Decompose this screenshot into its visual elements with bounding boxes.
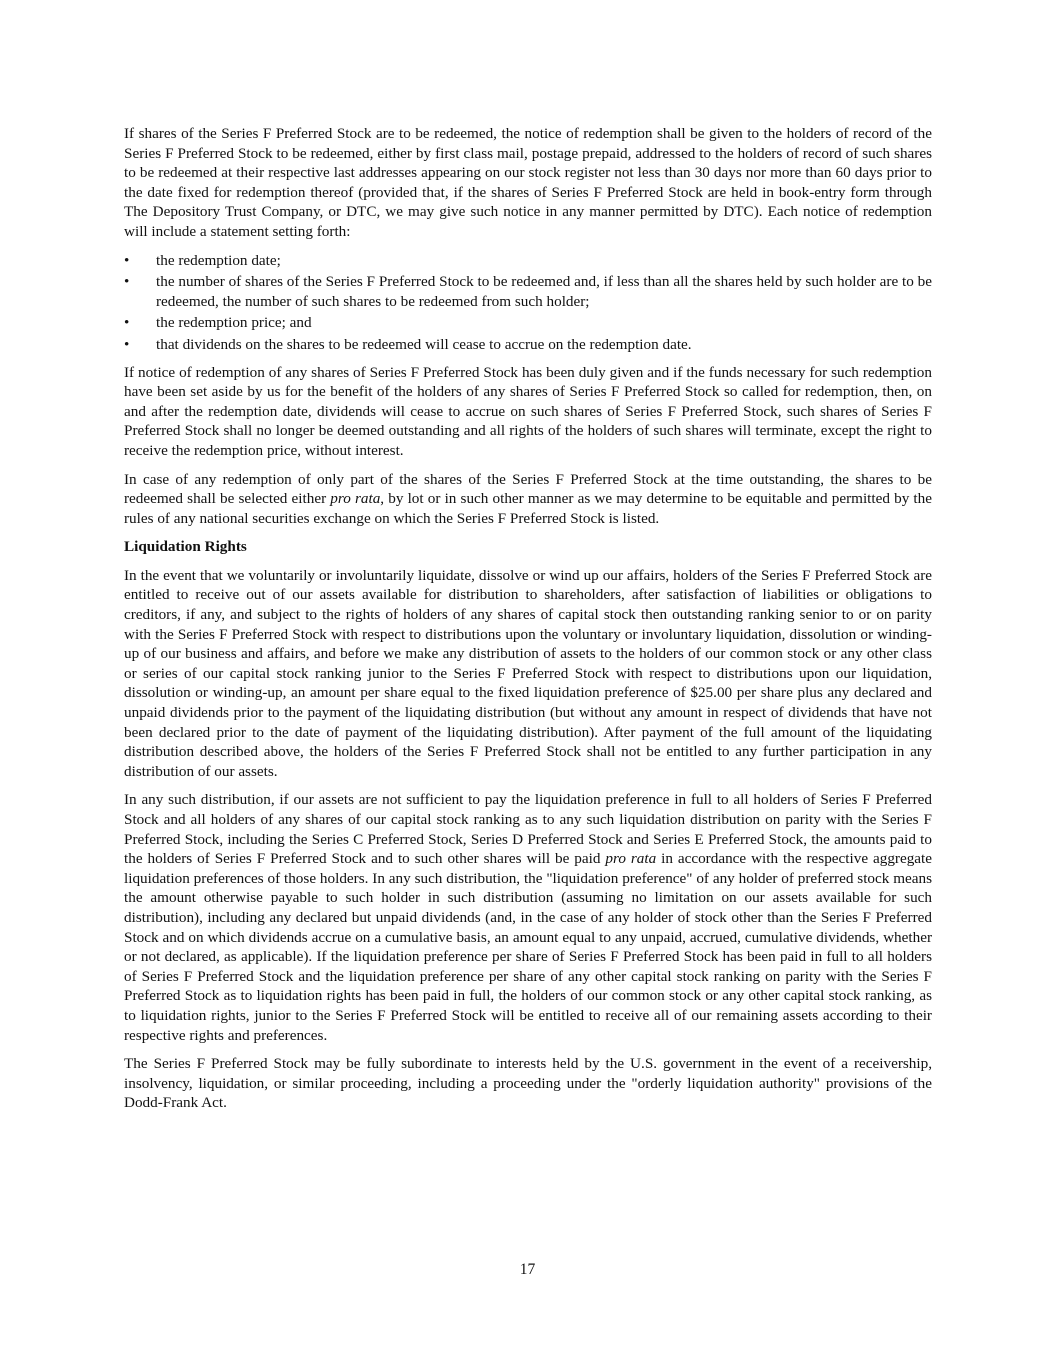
partial-redemption-paragraph: In case of any redemption of only part of the shares of the Series F Preferred Stock at the time outstanding, the shares to be redeemed shall be selected either pro rata, by lot or in such other manner as we may determine to be equitable and permitted by the rules of any national securities exchange on which the Series F Preferred Stock is listed. — [124, 470, 932, 527]
subordination-paragraph: The Series F Preferred Stock may be fully subordinate to interests held by the U.S. government in the event of a receivership, insolvency, liquidation, or similar proceeding, including a proceeding under the "orderly liquidation authority" provisions of the Dodd-Frank Act. — [124, 1055, 932, 1112]
redemption-effect-paragraph: If notice of redemption of any shares of Series F Preferred Stock has been duly given and if the funds necessary for such redemption have been set aside by us for the benefit of the holders of any shares of Series F Preferred Stock so called for redemption, then, on and after the redemption date, dividends will cease to accrue on such shares of Series F Preferred Stock, such shares of Series F Preferred Stock shall no longer be deemed outstanding and all rights of the holders of such shares will terminate, except the right to receive the redemption price, without interest. — [124, 363, 932, 459]
list-item-text: that dividends on the shares to be redeemed will cease to accrue on the redemption date. — [156, 335, 692, 353]
insufficient-assets-paragraph: In any such distribution, if our assets are not sufficient to pay the liquidation preference in full to all holders of Series F Preferred Stock and all holders of any shares of our capital stock ranking as to any such liquidation distribution on parity with the Series F Preferred Stock, including the Series C Preferred Stock, Series D Preferred Stock and Series E Preferred Stock, the amounts paid to the holders of Series F Preferred Stock and to such other shares will be paid pro rata in accordance with the respective aggregate liquidation preferences of those holders. In any such distribution, the "liquidation preference" of any holder of preferred stock means the amount otherwise payable to such holder in such distribution (assuming no limitation on our assets available for such distribution), including any declared but unpaid dividends (and, in the case of any holder of stock other than the Series F Preferred Stock and on which dividends accrue on a cumulative basis, an amount equal to any unpaid, accrued, cumulative dividends, whether or not declared, as applicable). If the liquidation preference per share of Series F Preferred Stock has been paid in full to all holders of Series F Preferred Stock and the liquidation preference per share of any other capital stock ranking on parity with the Series F Preferred Stock as to liquidation rights has been paid in full, the holders of our common stock or any other capital stock ranking, as to liquidation rights, junior to the Series F Preferred Stock will be entitled to receive all of our remaining assets according to their respective rights and preferences. — [124, 791, 933, 1044]
page-number: 17 — [519, 1261, 536, 1278]
redemption-notice-paragraph: If shares of the Series F Preferred Stock are to be redeemed, the notice of redemption shall be given to the holders of record of the Series F Preferred Stock to be redeemed, either by first class mail, postage prepaid, addressed to the holders of record of such shares to be redeemed at their respective last addresses appearing on our stock register not less than 30 days nor more than 60 days prior to the date fixed for redemption thereof (provided that, if the shares of Series F Preferred Stock are held in book-entry form through The Depository Trust Company, or DTC, we may give such notice in any manner permitted by DTC). Each notice of redemption will include a statement setting forth: — [124, 125, 932, 240]
bullet-icon: • — [124, 314, 130, 332]
list-item — [124, 335, 932, 355]
pro-rata-term: pro rata — [605, 850, 657, 868]
list-item — [124, 251, 932, 271]
redemption-notice-list — [124, 251, 932, 355]
section-heading-liquidation-rights: Liquidation Rights — [124, 538, 247, 556]
list-item — [124, 272, 932, 311]
pro-rata-term: pro rata — [330, 490, 381, 508]
liquidation-entitlement-paragraph: In the event that we voluntarily or involuntarily liquidate, dissolve or wind up our affairs, holders of the Series F Preferred Stock are entitled to receive out of our assets available for distribution to shareholders, after satisfaction of liabilities or obligations to creditors, if any, and subject to the rights of holders of any shares of capital stock then outstanding ranking senior to or on parity with the Series F Preferred Stock with respect to distributions upon the voluntary or involuntary liquidation, dissolution or winding-up of our business and affairs, and before we make any distribution of assets to the holders of our common stock or any other class or series of our capital stock ranking junior to the Series F Preferred Stock with respect to distributions upon our liquidation, dissolution or winding-up, an amount per share equal to the fixed liquidation preference of $25.00 per share plus any declared and unpaid dividends prior to the payment of the liquidating distribution (but without any amount in respect of dividends that have not been declared prior to the date of payment of the liquidating distribution). After payment of the full amount of the liquidating distribution described above, the holders of the Series F Preferred Stock shall not be entitled to any further participation in any distribution of our assets. — [124, 566, 932, 780]
list-item — [124, 313, 932, 333]
bullet-icon: • — [124, 273, 130, 291]
bullet-icon: • — [124, 335, 130, 353]
document-body — [124, 124, 932, 1122]
list-item-text: the number of shares of the Series F Preferred Stock to be redeemed and, if less than all the shares held by such holder are to be redeemed, the number of such shares to be redeemed from such holder; — [156, 273, 932, 310]
list-item-text: the redemption date; — [156, 251, 281, 269]
bullet-icon: • — [124, 251, 130, 269]
list-item-text: the redemption price; and — [156, 314, 312, 332]
